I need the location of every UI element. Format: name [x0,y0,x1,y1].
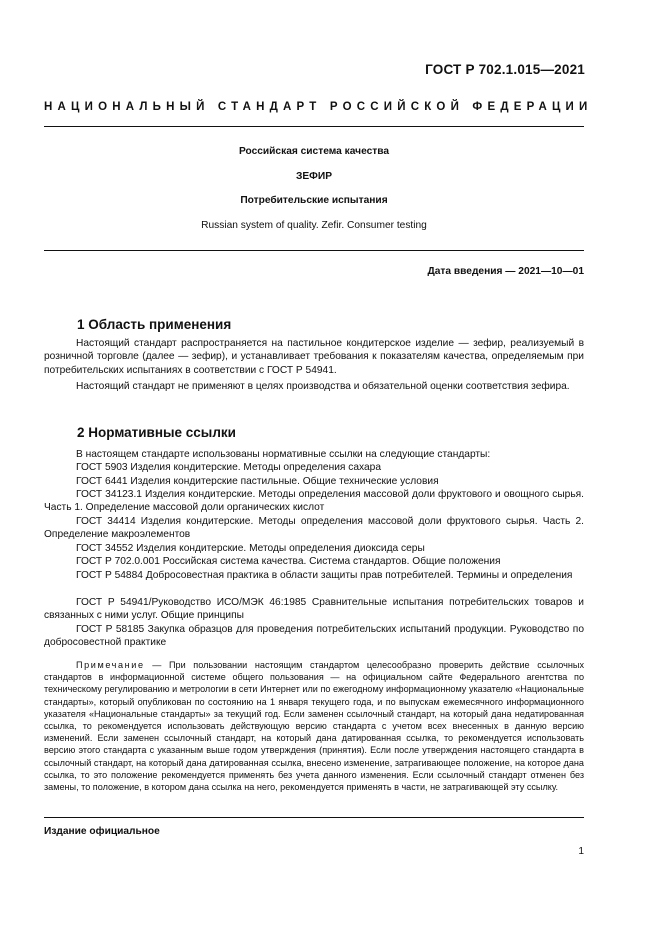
reference-item: ГОСТ Р 702.0.001 Российская система качества. Система стандартов. Общие положения [76,556,501,567]
reference-item: ГОСТ 6441 Изделия кондитерские пастильные. Общие технические условия [76,476,439,487]
intro-date: Дата введения — 2021—10—01 [427,266,584,277]
official-edition-label: Издание официальное [44,826,160,837]
reference-item: ГОСТ Р 58185 Закупка образцов для проведения потребительских испытаний продукции. Руководство по добросовестной практике [44,624,584,649]
reference-item: ГОСТ 34414 Изделия кондитерские. Методы определения массовой доли фруктового сырья. Часть 2. Определение макроэлементов [44,516,584,541]
note-label: Примечание [76,660,145,670]
footer-rule [44,817,584,818]
english-title: Russian system of quality. Zefir. Consumer testing [201,220,427,231]
reference-item: ГОСТ Р 54884 Добросовестная практика в области защиты прав потребителей. Термины и определения [76,570,573,581]
subject-title: Потребительские испытания [240,195,388,206]
standard-title: НАЦИОНАЛЬНЫЙ СТАНДАРТ РОССИЙСКОЙ ФЕДЕРАЦИИ [44,101,593,113]
product-title: ЗЕФИР [296,171,332,182]
section-1-paragraph-1: Настоящий стандарт распространяется на пастильное кондитерское изделие — зефир, реализуемый в розничной торговле (далее — зефир), и устанавливает требования к показателям качества, определяемым при потребительских испытаниях в соответствии с ГОСТ Р 54941. [44,338,584,376]
title-rule [44,250,584,251]
header-rule [44,126,584,127]
gost-number: ГОСТ Р 702.1.015—2021 [425,62,585,77]
section-1-heading: 1 Область применения [77,317,232,332]
note-text: — При пользовании настоящим стандартом целесообразно проверить действие ссылочных стандартов в информационной системе общего пользования — на официальном сайте Федерального агентства по техническому регулированию и метрологии в сети Интернет или по ежегодному информационному указателю «Национальные стандарты», который опубликован по состоянию на 1 января текущего года, и по выпускам ежемесячного информационного указателя «Национальные стандарты» за текущий год. Если заменен ссылочный стандарт, на который дана недатированная ссылка, то рекомендуется использовать действующую версию стандарта с учетом всех внесенных в данную версию изменений. Если заменен ссылочный стандарт, на который дана датированная ссылка, то рекомендуется использовать версию этого стандарта с указанным выше годом утверждения (принятия). Если после утверждения настоящего стандарта в ссылочный стандарт, на который дана датированная ссылка, внесено изменение, затрагивающее положение, на которое дана ссылка, то это положение рекомендуется применять без учета данного изменения. Если ссылочный стандарт отменен без замены, то положение, в котором дана ссылка на него, рекомендуется применять в части, не затрагивающей эту ссылку. [44,660,584,793]
reference-item: ГОСТ Р 54941/Руководство ИСО/МЭК 46:1985 Сравнительные испытания потребительских товаров и связанных с ними услуг. Общие принципы [44,597,584,622]
reference-item: ГОСТ 5903 Изделия кондитерские. Методы определения сахара [76,462,381,473]
note-paragraph [44,659,584,793]
section-2-heading: 2 Нормативные ссылки [77,425,236,440]
reference-item: ГОСТ 34552 Изделия кондитерские. Методы определения диоксида серы [76,543,425,554]
reference-item: ГОСТ 34123.1 Изделия кондитерские. Методы определения массовой доли фруктового и овощного сырья. Часть 1. Определение массовой доли органических кислот [44,489,584,514]
section-2-intro: В настоящем стандарте использованы нормативные ссылки на следующие стандарты: [76,449,491,460]
page-number: 1 [578,846,584,857]
system-title: Российская система качества [238,146,390,157]
section-1-paragraph-2: Настоящий стандарт не применяют в целях производства и обязательной оценки соответствия зефира. [76,381,570,392]
